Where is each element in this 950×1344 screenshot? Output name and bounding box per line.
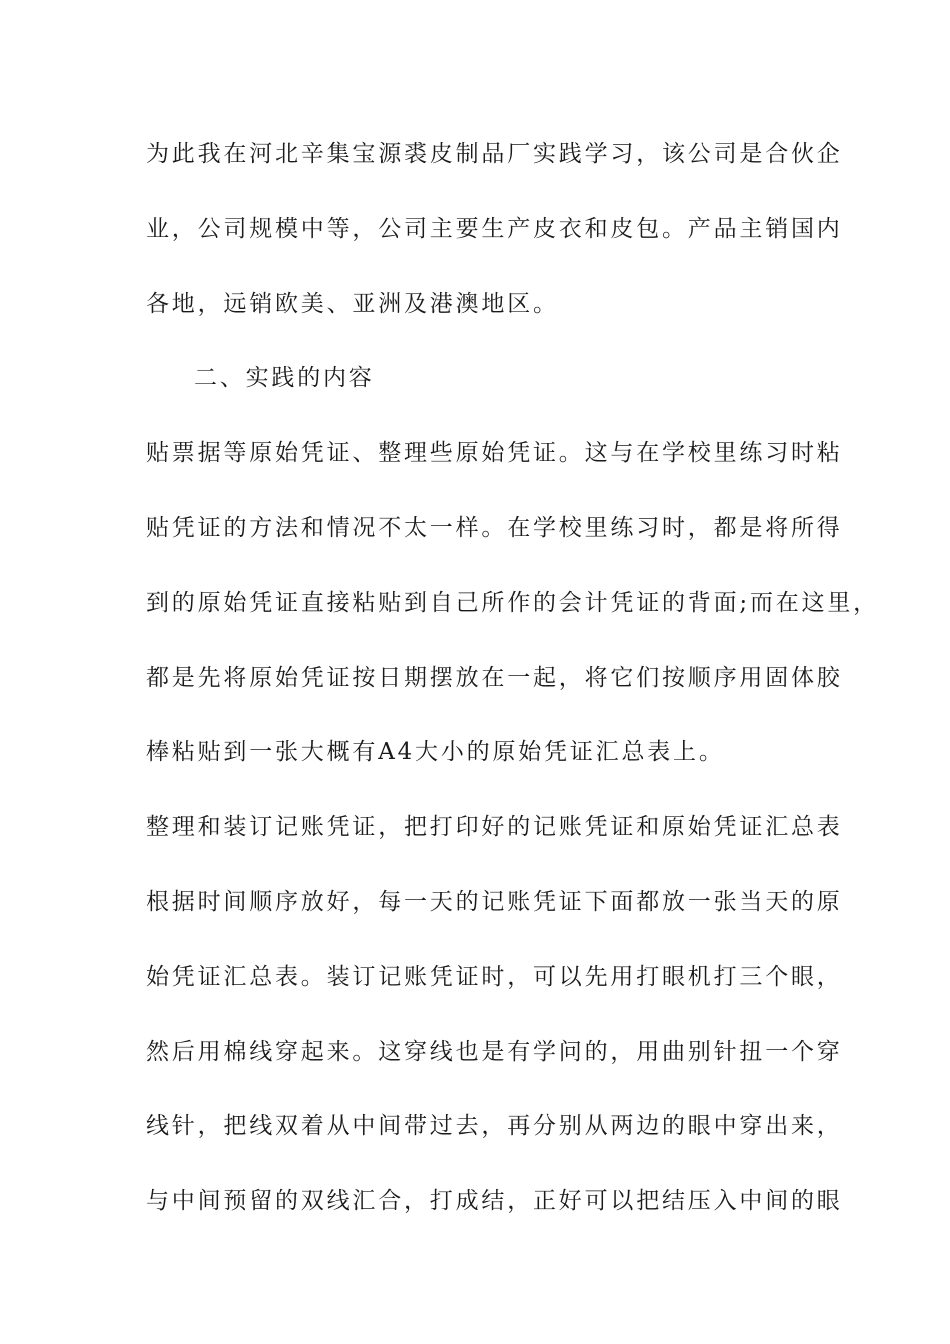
text-line: 与中间预留的双线汇合，打成结，正好可以把结压入中间的眼 xyxy=(146,1188,843,1215)
body-text xyxy=(146,134,879,1256)
text-line: 根据时间顺序放好，每一天的记账凭证下面都放一张当天的原 xyxy=(146,888,843,915)
text-line: 到的原始凭证直接粘贴到自己所作的会计凭证的背面;而在这里， xyxy=(146,589,879,616)
text-line: 线针，把线双着从中间带过去，再分别从两边的眼中穿出来， xyxy=(146,1113,843,1140)
text-line: 棒粘贴到一张大概有A4大小的原始凭证汇总表上。 xyxy=(146,739,725,766)
text-line: 为此我在河北辛集宝源裘皮制品厂实践学习，该公司是合伙企 xyxy=(146,141,843,167)
text-line: 业，公司规模中等，公司主要生产皮衣和皮包。产品主销国内 xyxy=(146,215,843,242)
text-line: 贴凭证的方法和情况不太一样。在学校里练习时，都是将所得 xyxy=(146,514,843,541)
text-line: 都是先将原始凭证按日期摆放在一起，将它们按顺序用固体胶 xyxy=(146,664,843,691)
text-line: 整理和装订记账凭证，把打印好的记账凭证和原始凭证汇总表 xyxy=(146,814,843,841)
text-line: 贴票据等原始凭证、整理些原始凭证。这与在学校里练习时粘 xyxy=(146,440,843,467)
text-line: 始凭证汇总表。装订记账凭证时，可以先用打眼机打三个眼， xyxy=(146,963,843,990)
text-line: 各地，远销欧美、亚洲及港澳地区。 xyxy=(146,290,559,317)
section-heading: 二、实践的内容 xyxy=(194,365,375,392)
text-line: 然后用棉线穿起来。这穿线也是有学问的，用曲别针扭一个穿 xyxy=(146,1038,843,1065)
